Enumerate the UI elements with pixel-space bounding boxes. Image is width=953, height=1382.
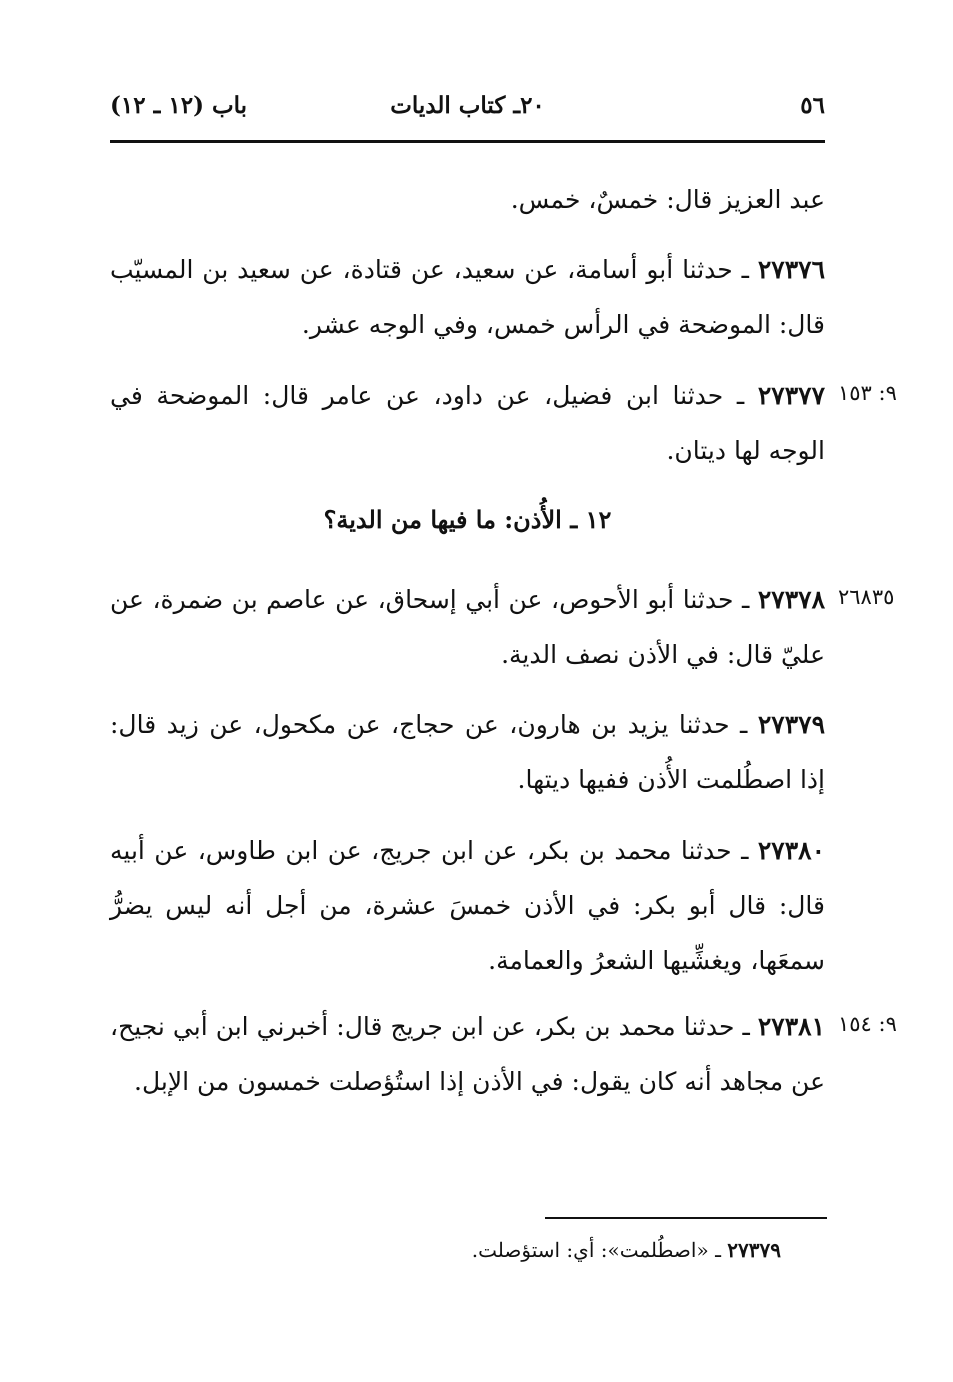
hadith-text: ـ حدثنا محمد بن بكر، عن ابن جريج قال: أخبرني ابن أبي نجيح، عن مجاهد أنه كان يقول: في الأذن إذا استُؤصلت خمسون من الإبل. <box>110 1012 825 1096</box>
hadith-text: ـ حدثنا أبو أسامة، عن سعيد، عن قتادة، عن سعيد بن المسيّب قال: الموضحة في الرأس خمس، وفي الوجه عشر. <box>110 255 825 339</box>
paragraph-text: عبد العزيز قال: خمسٌ، خمس. <box>510 185 825 214</box>
chapter-range: باب (١٢ ـ ١٢) <box>110 92 248 119</box>
hadith-27381 <box>110 999 825 1109</box>
page-number: ٥٦ <box>800 92 825 119</box>
hadith-27377 <box>110 368 825 478</box>
margin-reference: ٢٦٨٣٥ <box>838 585 895 609</box>
hadith-27378 <box>110 572 825 682</box>
footnote-text: ـ «اصطُلمت»: أي: استؤصلت. <box>471 1238 728 1262</box>
paragraph-continuation <box>110 172 825 227</box>
margin-reference: ٩: ١٥٣ <box>838 381 897 405</box>
hadith-27379 <box>110 697 825 807</box>
header-rule <box>110 140 825 143</box>
hadith-number: ٢٧٣٧٦ <box>757 255 825 284</box>
margin-reference: ٩: ١٥٤ <box>838 1012 897 1036</box>
chapter-heading: ١٢ ـ الأُذن: ما فيها من الدية؟ <box>323 505 612 534</box>
hadith-text: ـ حدثنا محمد بن بكر، عن ابن جريج، عن ابن طاوس، عن أبيه قال: قال أبو بكر: في الأذن خمسَ عشرة، من أجل أنه ليس يضرُّ سمعَها، ويغشِّيها الشعرُ والعمامة. <box>110 836 825 975</box>
hadith-number: ٢٧٣٧٩ <box>757 710 825 739</box>
hadith-text: ـ حدثنا أبو الأحوص، عن أبي إسحاق، عن عاصم بن ضمرة، عن عليّ قال: في الأذن نصف الدية. <box>110 585 825 669</box>
running-header <box>110 92 825 132</box>
book-title: ٢٠ـ كتاب الديات <box>390 92 545 119</box>
footnote <box>472 1238 781 1262</box>
footnote-number: ٢٧٣٧٩ <box>727 1238 781 1262</box>
hadith-text: ـ حدثنا يزيد بن هارون، عن حجاج، عن مكحول، عن زيد قال: إذا اصطُلمت الأُذن ففيها ديتها. <box>110 710 825 794</box>
hadith-text: ـ حدثنا ابن فضيل، عن داود، عن عامر قال: الموضحة في الوجه لها ديتان. <box>110 381 825 465</box>
hadith-number: ٢٧٣٧٧ <box>757 381 825 410</box>
hadith-27376 <box>110 242 825 352</box>
hadith-number: ٢٧٣٨١ <box>757 1012 826 1041</box>
hadith-number: ٢٧٣٧٨ <box>757 585 825 614</box>
hadith-27380 <box>110 823 825 988</box>
hadith-number: ٢٧٣٨٠ <box>757 836 825 865</box>
footnote-rule <box>545 1217 827 1219</box>
